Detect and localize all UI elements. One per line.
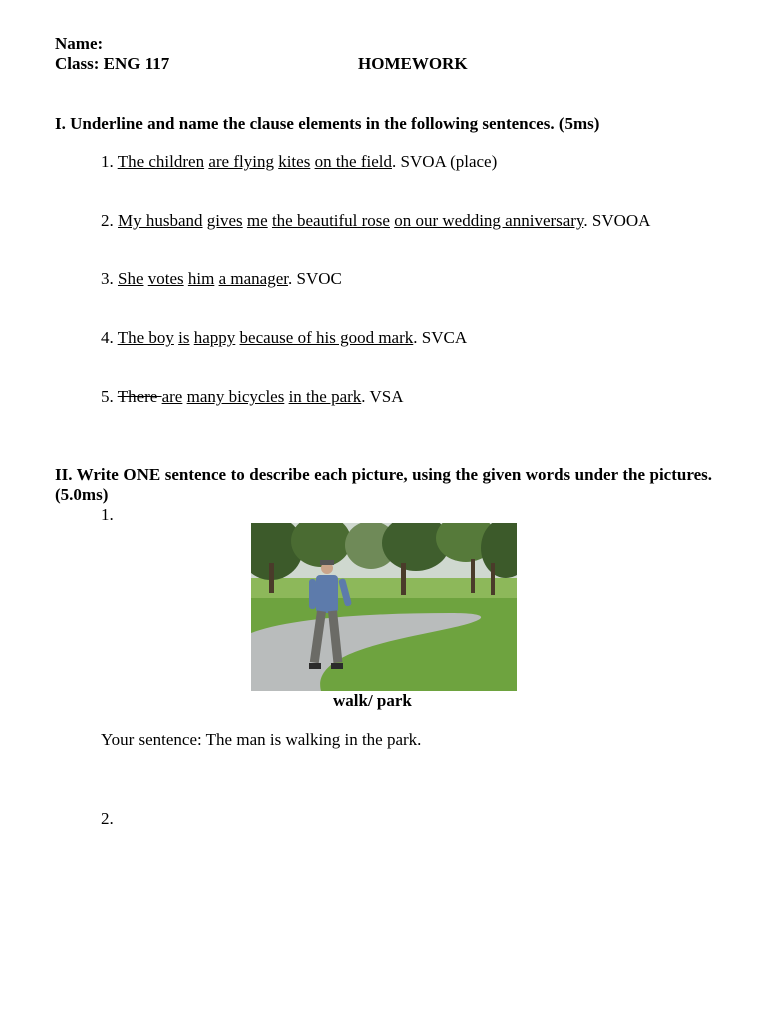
- clause-element-object: him: [187, 269, 215, 288]
- sentence-number: 5.: [101, 387, 114, 406]
- sentence-2: [101, 211, 650, 231]
- section-2-heading: II. Write ONE sentence to describe each picture, using the given words under the pictures. (5.0ms): [55, 465, 712, 504]
- sentence-tail: . SVOOA: [583, 211, 651, 230]
- sentence-tail: . SVOA (place): [391, 152, 498, 171]
- page-title: HOMEWORK: [358, 54, 468, 73]
- clause-element-subject: many bicycles: [186, 387, 285, 406]
- sentence-number: 3.: [101, 269, 114, 288]
- clause-element-complement: a manager: [218, 269, 288, 288]
- clause-element-subject: My husband: [118, 211, 203, 230]
- sentence-4: [101, 328, 467, 348]
- clause-element-verb: gives: [206, 211, 243, 230]
- clause-element-verb: are flying: [208, 152, 274, 171]
- park-walk-illustration: [251, 523, 517, 691]
- sentence-number: 2.: [101, 211, 114, 230]
- sentence-tail: . SVCA: [413, 328, 468, 347]
- sentence-tail: . SVOC: [287, 269, 342, 288]
- struck-word: There: [117, 387, 162, 406]
- park-walk-photo: [251, 523, 517, 691]
- clause-element-verb: are: [161, 387, 183, 406]
- clause-element-subject: The children: [117, 152, 205, 171]
- name-label: Name:: [55, 34, 104, 53]
- clause-element-complement: happy: [193, 328, 236, 347]
- sentence-number: 4.: [101, 328, 114, 347]
- clause-element-verb: is: [178, 328, 190, 347]
- picture-1-answer: Your sentence: The man is walking in the park.: [101, 730, 422, 749]
- sentence-tail: . VSA: [361, 387, 404, 406]
- clause-element-adverbial: because of his good mark: [239, 328, 414, 347]
- class-label: Class: ENG 117: [55, 54, 170, 73]
- clause-element-subject: She: [118, 269, 144, 288]
- clause-element-object: kites: [278, 152, 311, 171]
- picture-1-caption: walk/ park: [333, 691, 412, 710]
- sentence-3: [101, 269, 342, 289]
- clause-element-direct-object: the beautiful rose: [271, 211, 390, 230]
- sentence-1: [101, 152, 497, 172]
- photo-distant-grass: [251, 578, 517, 598]
- sentence-5: [101, 387, 403, 407]
- clause-element-adverbial: on our wedding anniversary: [394, 211, 584, 230]
- clause-element-adverbial: in the park: [288, 387, 362, 406]
- clause-element-indirect-object: me: [246, 211, 268, 230]
- clause-element-subject: The boy: [117, 328, 174, 347]
- clause-element-verb: votes: [147, 269, 184, 288]
- sentence-number: 1.: [101, 152, 114, 171]
- section-1-heading: I. Underline and name the clause elements in the following sentences. (5ms): [55, 114, 600, 133]
- picture-2-number: 2.: [101, 809, 114, 828]
- clause-element-adverbial: on the field: [314, 152, 392, 171]
- picture-1-number: 1.: [101, 505, 114, 524]
